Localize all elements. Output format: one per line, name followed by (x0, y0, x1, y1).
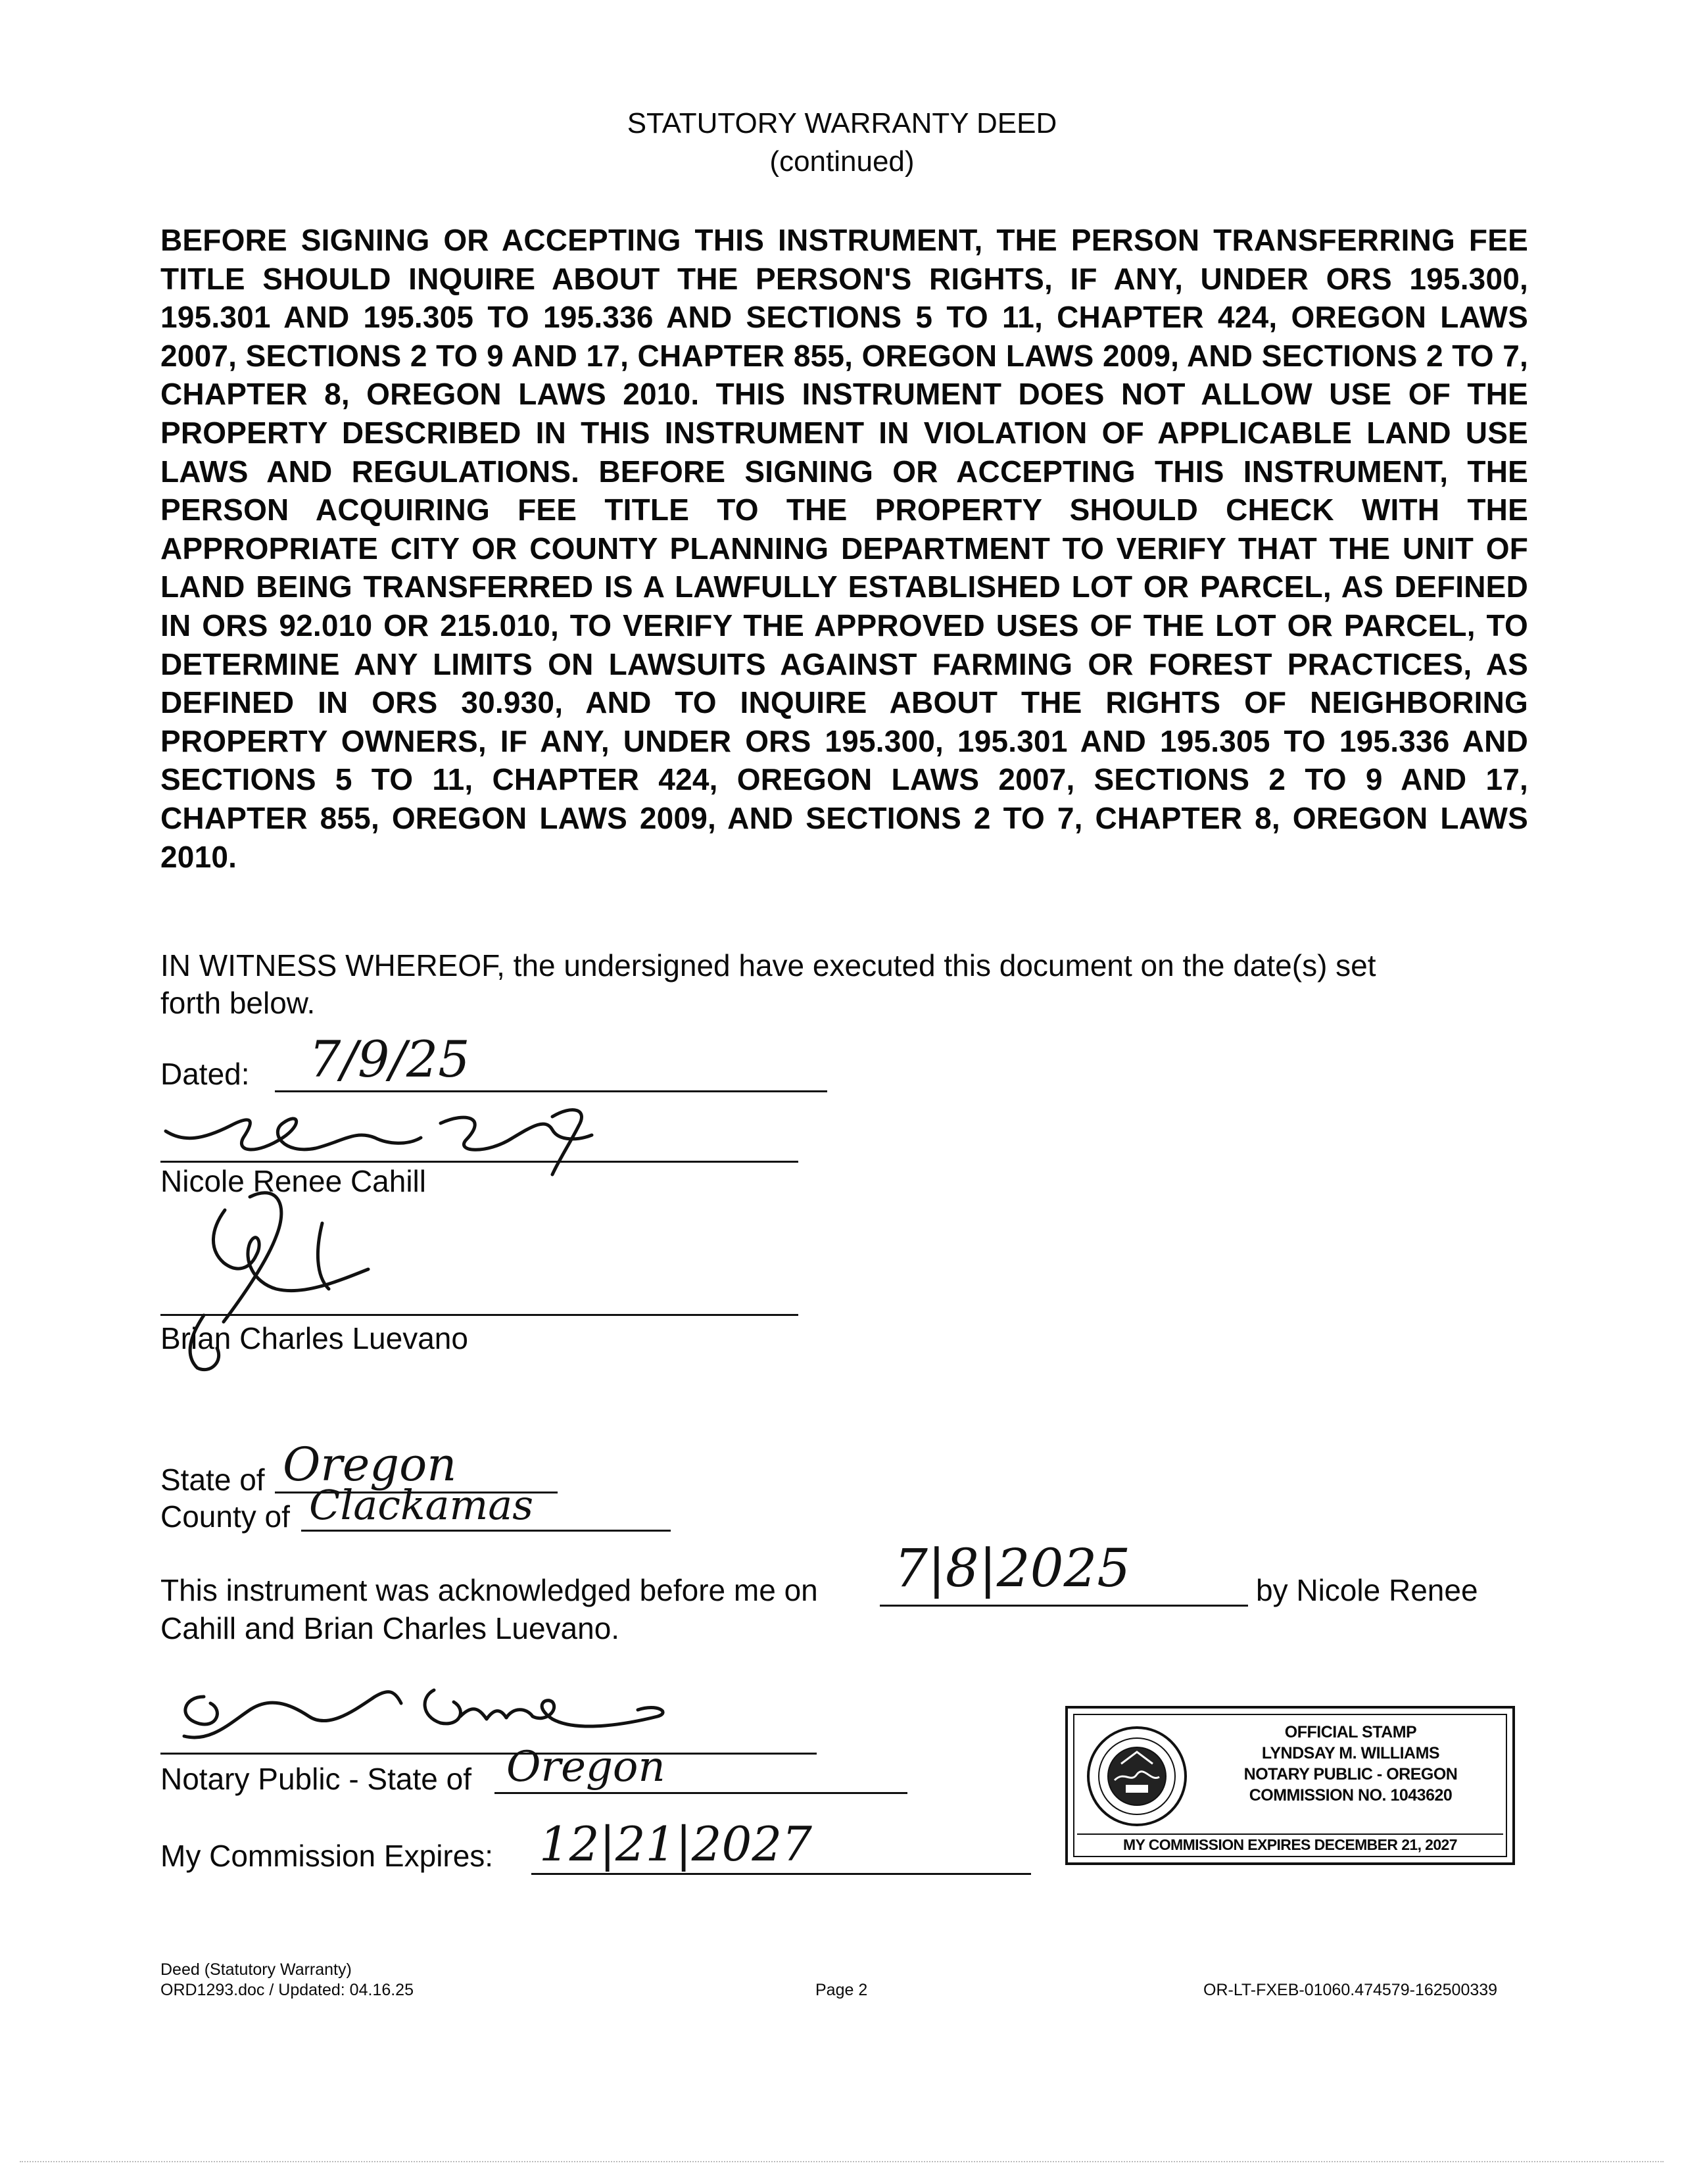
signer1-name: Nicole Renee Cahill (160, 1164, 426, 1198)
stamp-title: OFFICIAL STAMP (1284, 1723, 1417, 1741)
witness-text-line2: forth below. (160, 986, 316, 1020)
county-label: County of (160, 1499, 290, 1534)
notary-state-line (494, 1792, 907, 1794)
state-handwritten-value: Oregon (283, 1438, 457, 1492)
state-label: State of (160, 1463, 265, 1497)
commission-expires-label: My Commission Expires: (160, 1839, 494, 1873)
notary-state-handwritten-value: Oregon (506, 1743, 665, 1791)
notary-public-label: Notary Public - State of (160, 1762, 471, 1796)
acknowledgment-date-line (880, 1605, 1248, 1607)
notary-signature-line (160, 1753, 817, 1755)
document-subtitle: (continued) (769, 145, 915, 178)
stamp-notary-name: LYNDSAY M. WILLIAMS (1261, 1744, 1440, 1762)
acknowledgment-suffix: by Nicole Renee (1256, 1573, 1478, 1607)
stamp-commission-number: COMMISSION NO. 1043620 (1249, 1786, 1453, 1805)
dated-handwritten-value: 7/9/25 (309, 1030, 470, 1088)
commission-expires-handwritten-value: 12|21|2027 (539, 1816, 812, 1872)
footer-doc-updated: ORD1293.doc / Updated: 04.16.25 (160, 1981, 414, 1999)
signer2-name: Brian Charles Luevano (160, 1321, 468, 1355)
official-notary-stamp (1065, 1706, 1515, 1865)
stamp-notary-public: NOTARY PUBLIC - OREGON (1243, 1765, 1458, 1784)
county-line (301, 1530, 671, 1532)
signature-notary (158, 1670, 697, 1749)
footer-order-number: OR-LT-FXEB-01060.474579-162500339 (1203, 1981, 1498, 1999)
oregon-state-seal-icon (1085, 1724, 1189, 1828)
stamp-inner-border (1073, 1714, 1507, 1857)
acknowledgment-prefix: This instrument was acknowledged before me on (160, 1573, 818, 1607)
legal-warning-paragraph: BEFORE SIGNING OR ACCEPTING THIS INSTRUMENT, THE PERSON TRANSFERRING FEE TITLE SHOULD INQUIRE ABOUT THE PERSON'S RIGHTS, IF ANY, UNDER ORS 195.300, 195.301 AND 195.305 TO 195.336 AND SECTIONS 5 TO 11, CHAPTER 424, OREGON LAWS 2007, SECTIONS 2 TO 9 AND 17, CHAPTER 855, OREGON LAWS 2009, AND SECTIONS 2 TO 7, CHAPTER 8, OREGON LAWS 2010. THIS INSTRUMENT DOES NOT ALLOW USE OF THE PROPERTY DESCRIBED IN THIS INSTRUMENT IN VIOLATION OF APPLICABLE LAND USE LAWS AND REGULATIONS. BEFORE SIGNING OR ACCEPTING THIS INSTRUMENT, THE PERSON ACQUIRING FEE TITLE TO THE PROPERTY SHOULD CHECK WITH THE APPROPRIATE CITY OR COUNTY PLANNING DEPARTMENT TO VERIFY THAT THE UNIT OF LAND BEING TRANSFERRED IS A LAWFULLY ESTABLISHED LOT OR PARCEL, AS DEFINED IN ORS 92.010 OR 215.010, TO VERIFY THE APPROVED USES OF THE LOT OR PARCEL, TO DETERMINE ANY LIMITS ON LAWSUITS AGAINST FARMING OR FOREST PRACTICES, AS DEFINED IN ORS 30.930, AND TO INQUIRE ABOUT THE RIGHTS OF NEIGHBORING PROPERTY OWNERS, IF ANY, UNDER ORS 195.300, 195.301 AND 195.305 TO 195.336 AND SECTIONS 5 TO 11, CHAPTER 424, OREGON LAWS 2007, SECTIONS 2 TO 9 AND 17, CHAPTER 855, OREGON LAWS 2009, AND SECTIONS 2 TO 7, CHAPTER 8, OREGON LAWS 2010. (160, 223, 1528, 874)
commission-expires-line (531, 1873, 1031, 1875)
witness-text-line1: IN WITNESS WHEREOF, the undersigned have executed this document on the date(s) set (160, 948, 1376, 983)
footer-page-number: Page 2 (815, 1981, 868, 1999)
acknowledgment-line2: Cahill and Brian Charles Luevano. (160, 1611, 620, 1645)
scan-artifact-line (20, 2161, 1664, 2162)
dated-label: Dated: (160, 1057, 250, 1091)
signer2-line (160, 1314, 798, 1316)
county-handwritten-value: Clackamas (309, 1481, 534, 1529)
document-title: STATUTORY WARRANTY DEED (627, 107, 1057, 139)
acknowledgment-handwritten-date: 7|8|2025 (894, 1538, 1131, 1599)
stamp-commission-expiry: MY COMMISSION EXPIRES DECEMBER 21, 2027 (1077, 1833, 1503, 1855)
footer-form-name: Deed (Statutory Warranty) (160, 1960, 352, 1979)
